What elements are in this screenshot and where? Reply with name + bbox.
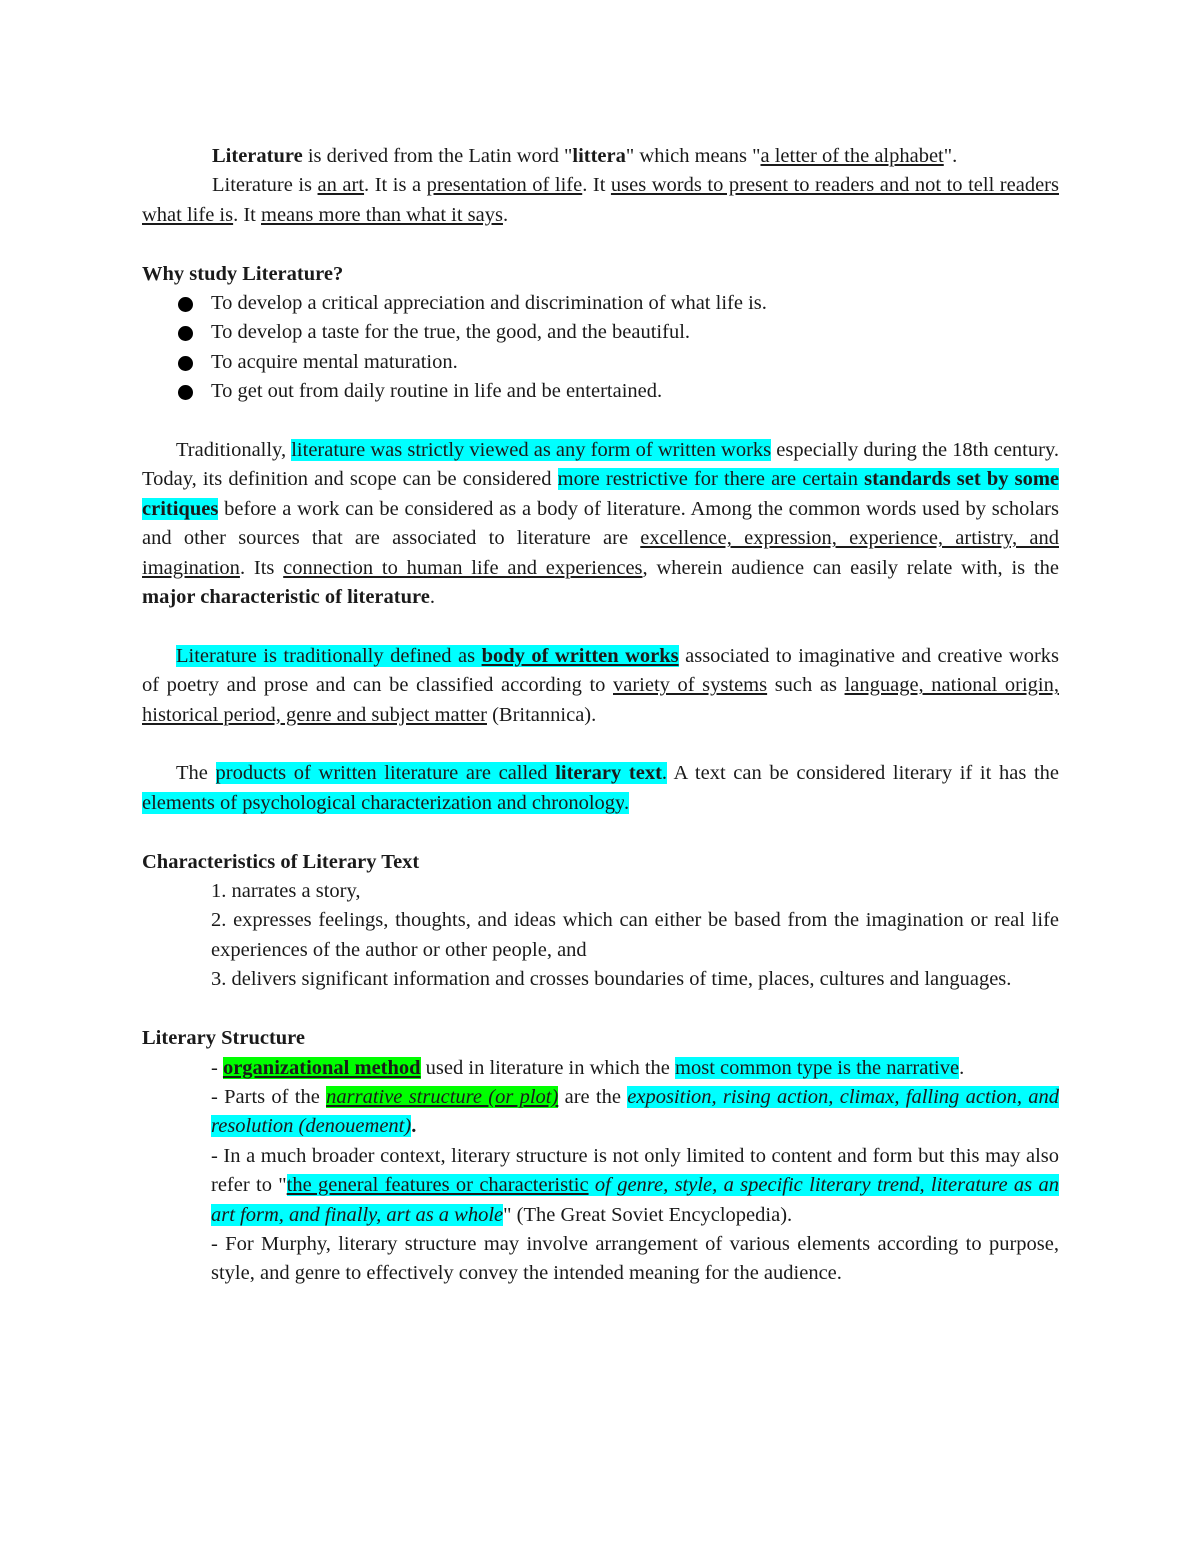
paragraph-definition: Literature is traditionally defined as body of written works associated to imaginative and creative works of poetry and prose and can be classified according to variety of systems such as language, national origin, historical period, genre and subject matter (Britannica). — [142, 644, 1060, 726]
structure-point-parts: - Parts of the narrative structure (or plot) are the exposition, rising action, climax, falling action, and resolution (denouement). — [211, 1085, 1059, 1138]
highlight: elements of psychological characterization and chronology — [142, 791, 624, 814]
document-body — [142, 142, 1059, 1289]
why-study-list — [142, 289, 1059, 407]
bullet-icon — [178, 326, 193, 341]
intro-paragraph-art: Literature is an art. It is a presentation of life. It uses words to present to readers and not to tell readers what life is. It means more than what it says. — [142, 174, 1059, 226]
bullet-icon — [178, 297, 193, 312]
term-literature: Literature — [212, 145, 303, 167]
heading-characteristics: Characteristics of Literary Text — [142, 850, 420, 873]
list-item: To acquire mental maturation. — [142, 348, 1059, 377]
list-item: 2. expresses feelings, thoughts, and ideas which can either be based from the imagination or real life experiences of the author or other people, and — [211, 909, 1059, 961]
highlight: Literature is traditionally defined as — [176, 644, 482, 667]
highlight-green: organizational method — [222, 1056, 421, 1079]
list-item: To develop a critical appreciation and discrimination of what life is. — [142, 289, 1059, 318]
structure-point-broader-context: - In a much broader context, literary structure is not only limited to content and form but this may also refer to "the general features or characteristic of genre, style, a specific literary trend, literature as an art form, and finally, art as a whole" (The Great Soviet Encyclopedia). — [211, 1144, 1059, 1226]
highlight-green: narrative structure (or plot) — [326, 1085, 559, 1108]
highlight: exposition, rising action, climax, falling action, and resolution (denouement) — [211, 1085, 1059, 1138]
highlight: literary text — [555, 762, 662, 785]
highlight: literature was strictly viewed as any form of written works — [291, 439, 772, 462]
list-item: 3. delivers significant information and crosses boundaries of time, places, cultures and languages. — [211, 968, 1012, 991]
heading-literary-structure: Literary Structure — [142, 1027, 305, 1050]
list-item: 1. narrates a story, — [211, 880, 361, 903]
list-item: To develop a taste for the true, the good, and the beautiful. — [142, 318, 1059, 347]
paragraph-products: The products of written literature are called literary text. A text can be considered literary if it has the elements of psychological characterization and chronology. — [142, 762, 1060, 814]
term-littera: littera — [572, 145, 626, 167]
bullet-icon — [178, 385, 193, 400]
meaning-underlined: a letter of the alphabet — [760, 145, 944, 167]
structure-point-murphy: - For Murphy, literary structure may involve arrangement of various elements according to purpose, style, and genre to effectively convey the intended meaning for the audience. — [211, 1232, 1059, 1285]
highlight: standards set by some critiques — [142, 468, 1060, 520]
highlight: the general features or characteristic — [286, 1174, 589, 1197]
heading-why-study: Why study Literature? — [142, 262, 344, 285]
intro-paragraph-etymology: Literature is derived from the Latin word "littera" which means "a letter of the alphabet". — [212, 145, 958, 167]
highlight: products of written literature are called — [215, 762, 556, 785]
highlight: of genre, style, a specific literary trend, literature as an art form, and finally, art as a whole — [211, 1174, 1059, 1226]
highlight: more restrictive for there are certain — [557, 468, 865, 491]
bullet-icon — [178, 356, 193, 371]
highlight: most common type is the narrative — [675, 1056, 960, 1079]
structure-point-organizational: - organizational method used in literature in which the most common type is the narrative. — [211, 1056, 965, 1079]
paragraph-traditionally: Traditionally, literature was strictly viewed as any form of written works especially during the 18th century. Today, its definition and scope can be considered more restrictive for there are certain standards set by some critiques before a work can be considered as a body of literature. Among the common words used by scholars and other sources that are associated to literature are excellence, expression, experience, artistry, and imagination. Its connection to human life and experiences, wherein audience can easily relate with, is the major characteristic of literature. — [142, 439, 1060, 609]
highlight: body of written works — [481, 644, 679, 667]
list-item: To get out from daily routine in life and be entertained. — [142, 377, 1059, 406]
